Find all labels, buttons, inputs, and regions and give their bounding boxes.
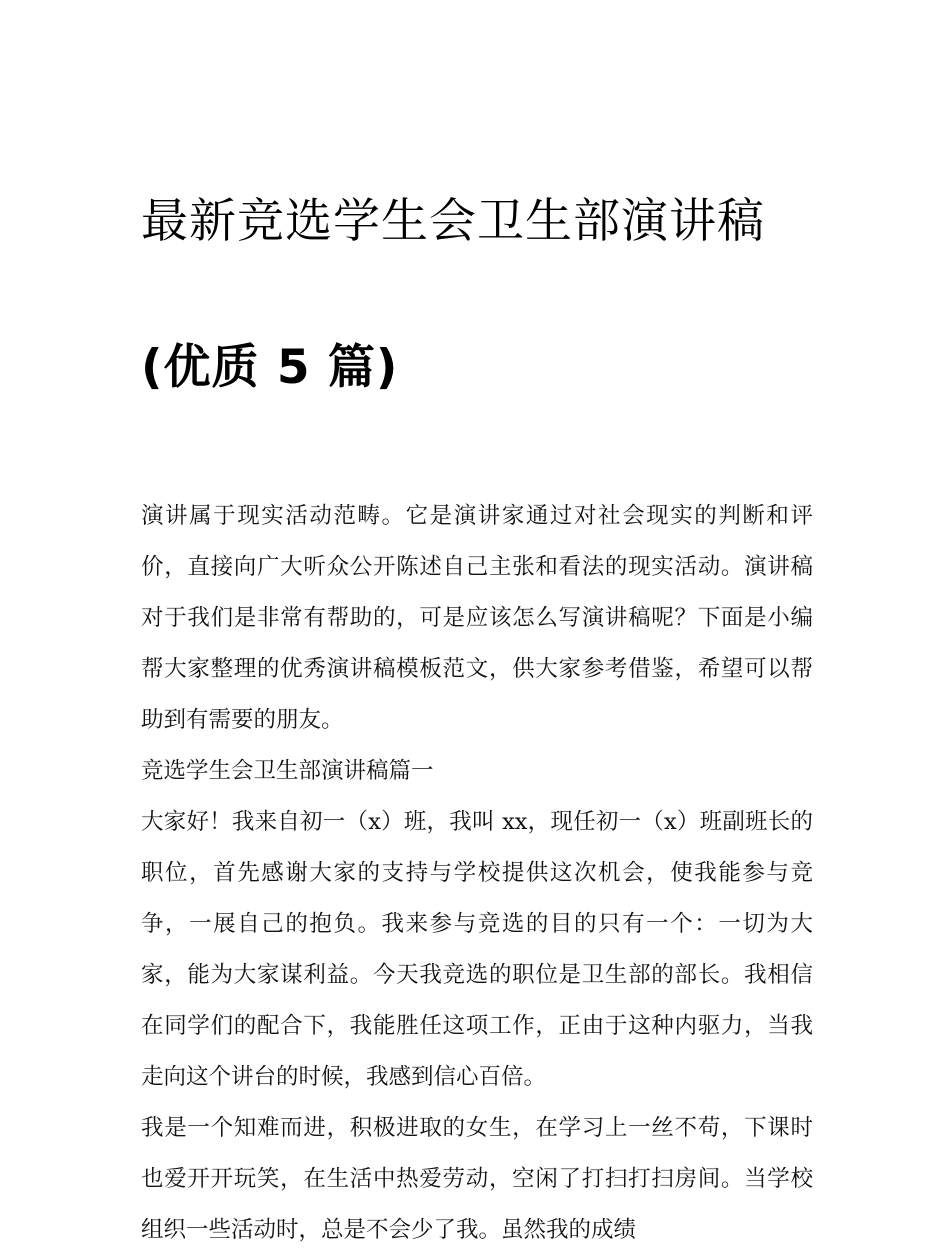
section-heading: 竞选学生会卫生部演讲稿篇一	[141, 758, 434, 784]
document-body	[141, 491, 813, 1256]
body-paragraph-2: 我是一个知难而进，积极进取的女生，在学习上一丝不苟，下课时也爱开开玩笑，在生活中热爱劳动，空闲了打扫打扫房间。当学校组织一些活动时，总是不会少了我。虽然我的成绩	[141, 1115, 813, 1243]
document-title	[141, 112, 813, 477]
body-paragraph-1: 大家好！我来自初一（x）班，我叫 xx，现任初一（x）班副班长的职位，首先感谢大家的支持与学校提供这次机会，使我能参与竞争，一展自己的抱负。我来参与竞选的目的只有一个：一切为大家，能为大家谋利益。今天我竞选的职位是卫生部的部长。我相信在同学们的配合下，我能胜任这项工作，正由于这种内驱力，当我走向这个讲台的时候，我感到信心百倍。	[141, 809, 813, 1090]
document-content	[141, 112, 813, 1256]
intro-paragraph: 演讲属于现实活动范畴。它是演讲家通过对社会现实的判断和评价，直接向广大听众公开陈述自己主张和看法的现实活动。演讲稿对于我们是非常有帮助的，可是应该怎么写演讲稿呢？下面是小编帮大家整理的优秀演讲稿模板范文，供大家参考借鉴，希望可以帮助到有需要的朋友。	[141, 503, 813, 733]
title-line-2: (优质 5 篇)	[141, 340, 399, 395]
title-line-1: 最新竞选学生会卫生部演讲稿	[141, 194, 765, 249]
